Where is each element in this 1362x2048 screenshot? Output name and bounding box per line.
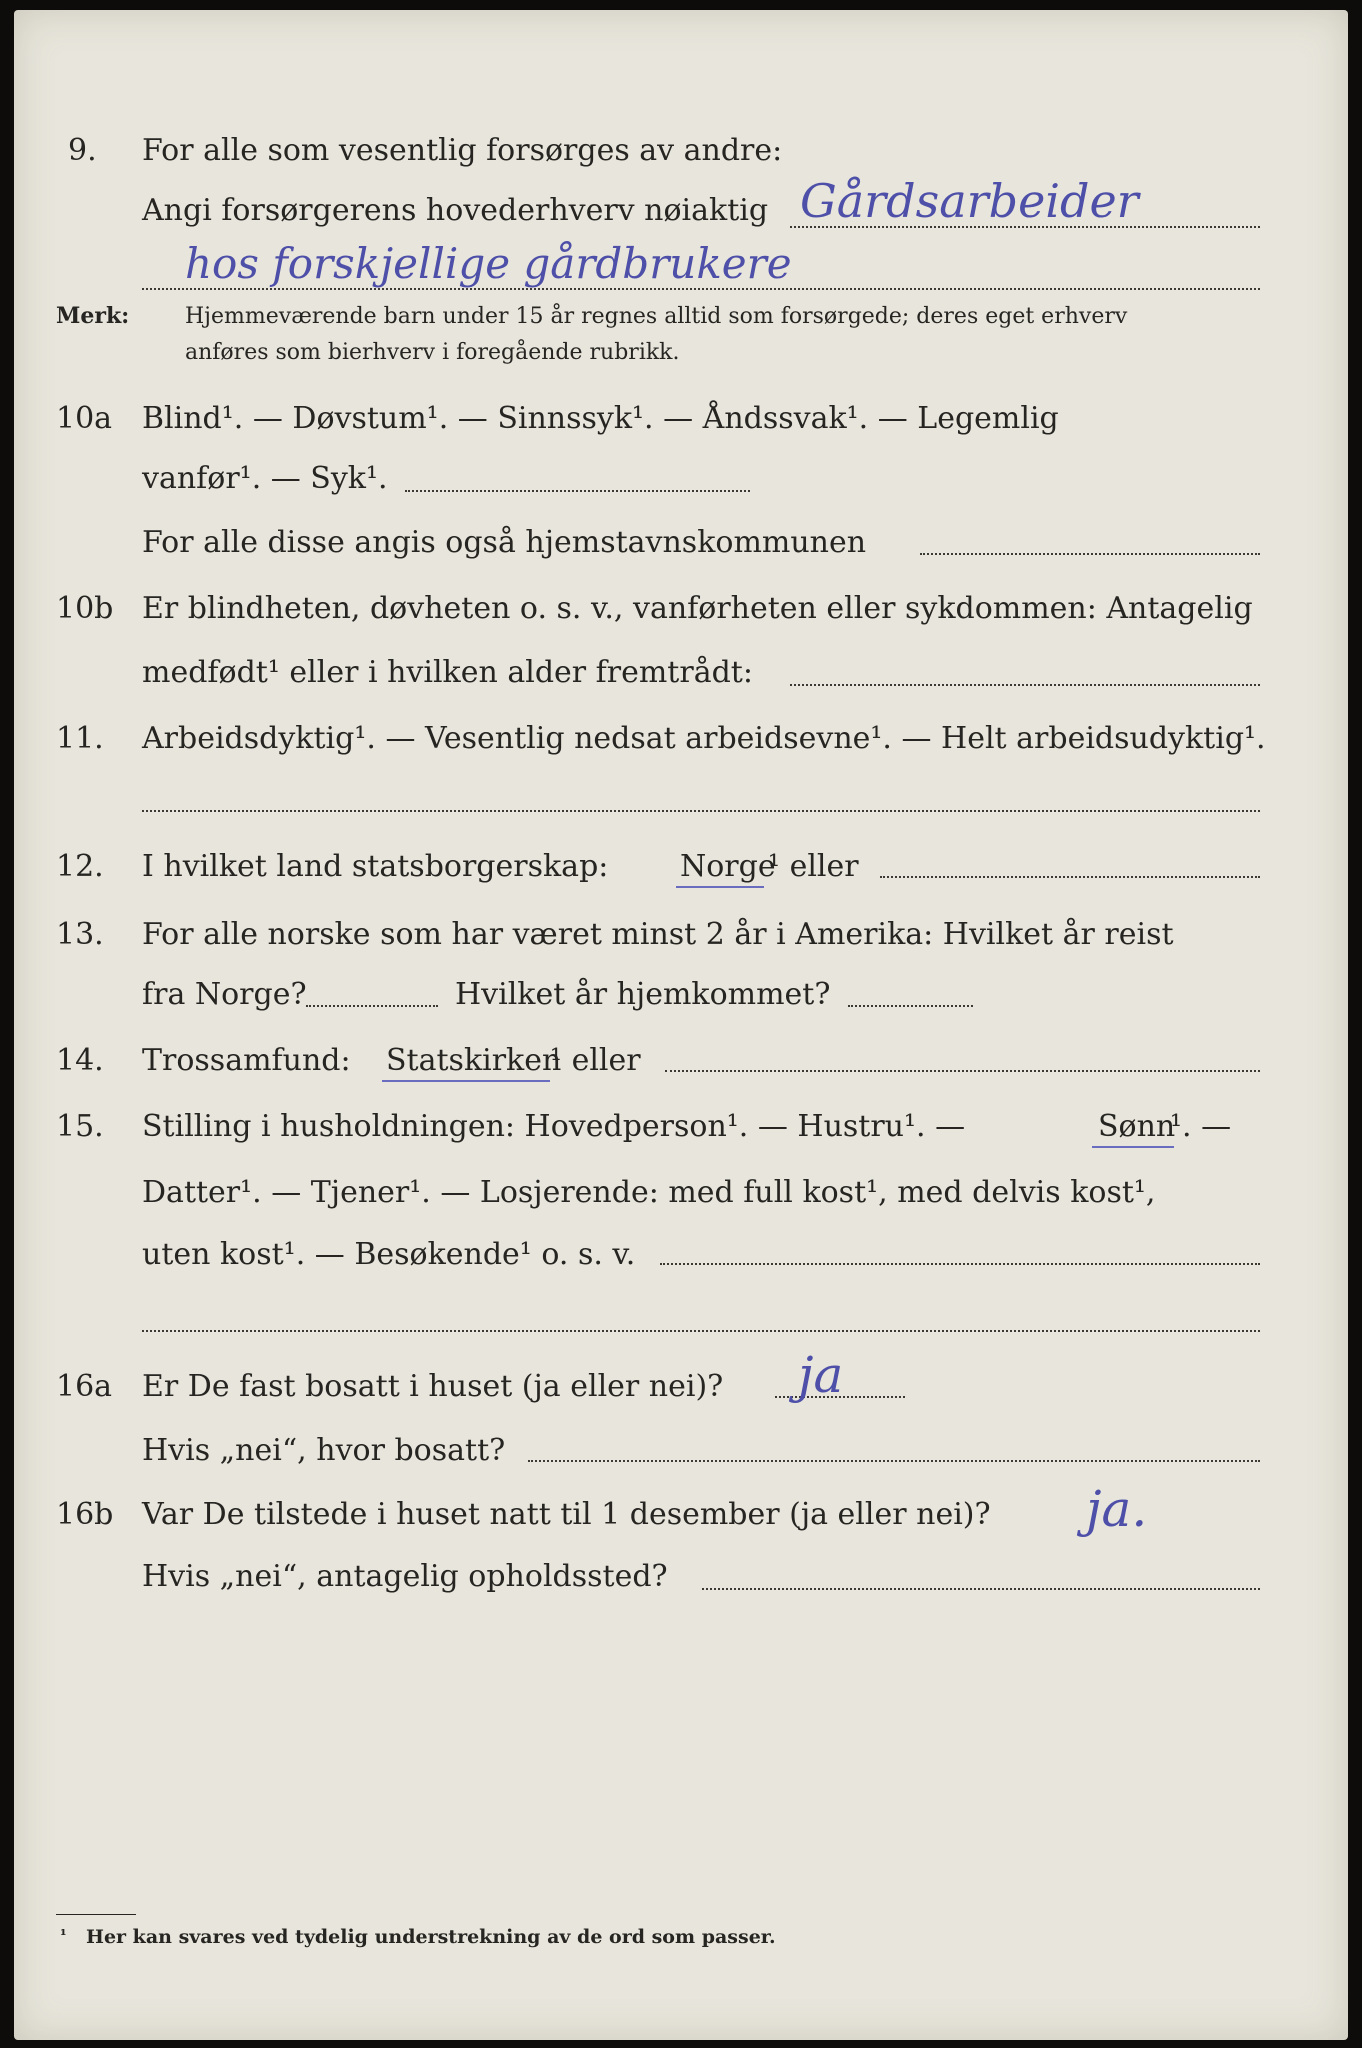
q16a-line2: Hvis „nei“, hvor bosatt? xyxy=(142,1433,506,1468)
q14-statskirken: Statskirken xyxy=(386,1043,562,1078)
footnote-marker: ¹ xyxy=(60,1926,67,1944)
q15-answer-line xyxy=(660,1263,1260,1265)
q13-line1: For alle norske som har været minst 2 år i Amerika: Hvilket år reist xyxy=(142,917,1174,952)
q9-number: 9. xyxy=(68,133,97,168)
merk-line2: anføres som bierhverv i foregående rubrikk. xyxy=(185,340,680,365)
q14-eller: ¹ eller xyxy=(550,1043,641,1078)
q12-eller: ¹ eller xyxy=(768,849,859,884)
merk-label: Merk: xyxy=(56,303,130,329)
q12-norge-underline xyxy=(676,886,764,888)
q11-line1: Arbeidsdyktig¹. — Vesentlig nedsat arbeidsevne¹. — Helt arbeidsudyktig¹. xyxy=(142,721,1266,756)
q12-norge: Norge xyxy=(680,849,776,884)
q12-answer-line xyxy=(880,876,1260,878)
q10a-syk-line xyxy=(405,490,750,492)
q15-line1b: ¹. — xyxy=(1170,1109,1232,1144)
q14-answer-line xyxy=(665,1070,1260,1072)
footnote-text: Her kan svares ved tydelig understrekning av de ord som passer. xyxy=(86,1926,776,1948)
q10b-number: 10b xyxy=(56,591,114,626)
q9-answer-line2 xyxy=(142,288,1260,290)
q16a-bosatt-line xyxy=(528,1460,1260,1462)
q13-hjemkommet-line xyxy=(848,1005,973,1007)
q10a-hjemstavn-line xyxy=(920,553,1260,555)
q14-number: 14. xyxy=(56,1043,104,1078)
q15-sonn-underline xyxy=(1092,1146,1174,1148)
q10b-line1: Er blindheten, døvheten o. s. v., vanførheten eller sykdommen: Antagelig xyxy=(142,591,1253,626)
q13-line2b: Hvilket år hjemkommet? xyxy=(455,977,831,1012)
q10a-line1: Blind¹. — Døvstum¹. — Sinnssyk¹. — Åndssvak¹. — Legemlig xyxy=(142,401,1059,436)
q13-line2a: fra Norge? xyxy=(142,977,307,1012)
q9-handwritten-occupation: Gårdsarbeider xyxy=(800,174,1139,228)
q15-line1a: Stilling i husholdningen: Hovedperson¹. — Hustru¹. — xyxy=(142,1109,966,1144)
q16b-number: 16b xyxy=(56,1497,114,1532)
q16b-handwritten-answer: ja. xyxy=(1086,1480,1148,1538)
q10b-answer-line xyxy=(790,684,1260,686)
q16a-handwritten-answer: ja xyxy=(798,1346,844,1404)
q9-line1: For alle som vesentlig forsørges av andre: xyxy=(142,133,783,168)
q15-answer-line2 xyxy=(142,1330,1260,1332)
q15-number: 15. xyxy=(56,1109,104,1144)
q16b-line1: Var De tilstede i huset natt til 1 desember (ja eller nei)? xyxy=(142,1497,991,1532)
q10a-line3: For alle disse angis også hjemstavnskommunen xyxy=(142,525,867,560)
q10b-line2: medfødt¹ eller i hvilken alder fremtrådt: xyxy=(142,655,753,690)
q13-number: 13. xyxy=(56,917,104,952)
q9-line2: Angi forsørgerens hovederhverv nøiaktig xyxy=(142,193,769,228)
q9-handwritten-detail: hos forskjellige gårdbrukere xyxy=(185,239,792,288)
q15-line2: Datter¹. — Tjener¹. — Losjerende: med full kost¹, med delvis kost¹, xyxy=(142,1175,1156,1210)
q14-statskirken-underline xyxy=(382,1080,550,1082)
q12-question: I hvilket land statsborgerskap: xyxy=(142,849,609,884)
q14-label: Trossamfund: xyxy=(142,1043,351,1078)
q16b-opholdssted-line xyxy=(702,1588,1260,1590)
q16a-line1: Er De fast bosatt i huset (ja eller nei)? xyxy=(142,1369,724,1404)
q15-sonn: Sønn xyxy=(1098,1109,1176,1144)
q16a-number: 16a xyxy=(56,1369,113,1404)
q11-answer-line xyxy=(142,810,1260,812)
q13-reist-line xyxy=(306,1005,438,1007)
q15-line3: uten kost¹. — Besøkende¹ o. s. v. xyxy=(142,1237,636,1272)
footnote-rule xyxy=(56,1914,136,1915)
q10a-line2: vanfør¹. — Syk¹. xyxy=(142,461,388,496)
q11-number: 11. xyxy=(56,721,104,756)
q16b-line2: Hvis „nei“, antagelig opholdssted? xyxy=(142,1559,668,1594)
q10a-number: 10a xyxy=(56,401,113,436)
merk-line1: Hjemmeværende barn under 15 år regnes alltid som forsørgede; deres eget erhverv xyxy=(185,304,1128,329)
q12-number: 12. xyxy=(56,849,104,884)
